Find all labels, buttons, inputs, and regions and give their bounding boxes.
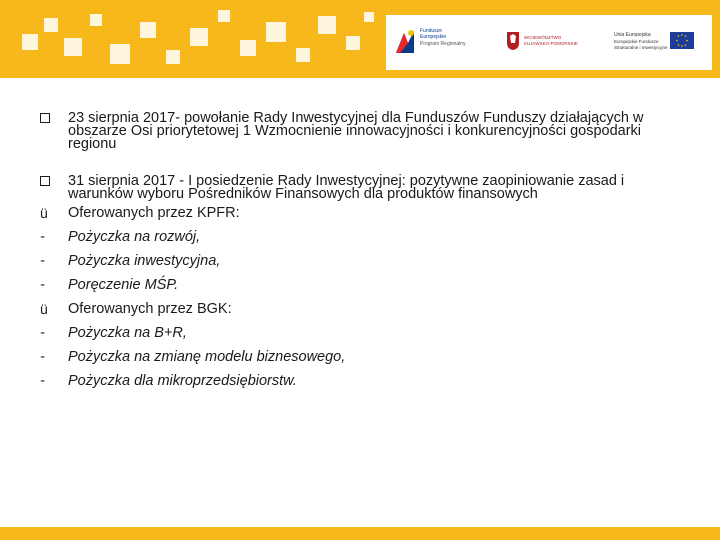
decor-square [364, 12, 374, 22]
list-item [40, 369, 680, 393]
list-item-text: Pożyczka na zmianę modelu biznesowego, [68, 349, 346, 365]
decor-square [44, 18, 58, 32]
list-item-text: Pożyczka na B+R, [68, 325, 187, 341]
list-item [40, 249, 680, 273]
region-logo [506, 31, 586, 55]
slide-content [40, 112, 680, 393]
bullet-text-1: 23 sierpnia 2017- powołanie Rady Inwestycyjnej dla Funduszów Funduszy działających w obszarze Osi priorytetowej 1 Wzmocnienie innowacyjności i konkurencyjności gospodarki regionu [68, 110, 644, 152]
dash-marker: - [40, 325, 45, 341]
bullet-item-1 [40, 112, 680, 151]
funds-logo [394, 25, 484, 61]
decor-square [110, 44, 130, 64]
decor-square [90, 14, 102, 26]
list-item-text: Poręczenie MŚP. [68, 277, 179, 293]
eu-logo-line1: Unia Europejska [614, 32, 651, 38]
decor-square [318, 16, 336, 34]
group-title-text: Oferowanych przez BGK [68, 301, 228, 317]
dash-marker: - [40, 277, 45, 293]
decor-square [64, 38, 82, 56]
eu-flag-icon [670, 32, 694, 49]
bullet-text-2: 31 sierpnia 2017 - I posiedzenie Rady Inwestycyjnej: pozytywne zaopiniowanie zasad i warunków wyboru Pośredników Finansowych dla produktów finansowych [68, 173, 625, 202]
decor-square [296, 48, 310, 62]
funds-logo-line1: Fundusze [420, 28, 442, 34]
decor-square [140, 22, 156, 38]
group-title-suffix: : [235, 205, 240, 221]
decor-square [166, 50, 180, 64]
list-item [40, 321, 680, 345]
decor-square [346, 36, 360, 50]
decor-square [190, 28, 208, 46]
list-item [40, 345, 680, 369]
group-title-suffix: : [227, 301, 232, 317]
square-bullet-icon [40, 176, 50, 186]
list-item [40, 225, 680, 249]
header-banner [0, 0, 720, 78]
region-logo-line1: WOJEWÓDZTWO [524, 35, 562, 40]
decor-square [218, 10, 230, 22]
dash-marker: - [40, 253, 45, 269]
list-item-text: Pożyczka inwestycyjna, [68, 253, 221, 269]
eu-logo-line3: Strukturalne i Inwestycyjne [614, 45, 668, 50]
group-title-text: Oferowanych przez KPFR [68, 205, 236, 221]
eu-logo [614, 29, 706, 57]
dash-marker: - [40, 373, 45, 389]
bullet-item-2 [40, 175, 680, 201]
group-title-bgk [40, 297, 680, 321]
decor-square [240, 40, 256, 56]
funds-logo-line2: Europejskie [420, 34, 447, 40]
checkmark-icon: ü [40, 301, 48, 317]
eu-logo-line2: Europejskie Fundusze [614, 39, 659, 44]
funds-logo-icon [394, 27, 416, 55]
group-title-kpfr [40, 201, 680, 225]
list-item-text: Pożyczka na rozwój, [68, 229, 201, 245]
dash-marker: - [40, 349, 45, 365]
region-logo-line2: KUJAWSKO-POMORSKIE [524, 41, 578, 46]
logo-panel [386, 15, 712, 70]
funds-logo-line3: Program Regionalny [420, 41, 466, 47]
list-item-text: Pożyczka dla mikroprzedsiębiorstw. [68, 373, 297, 389]
checkmark-icon: ü [40, 205, 48, 221]
decor-square [22, 34, 38, 50]
region-crest-icon [506, 31, 520, 51]
decor-square [266, 22, 286, 42]
square-bullet-icon [40, 113, 50, 123]
dash-marker: - [40, 229, 45, 245]
list-item [40, 273, 680, 297]
footer-bar [0, 527, 720, 540]
